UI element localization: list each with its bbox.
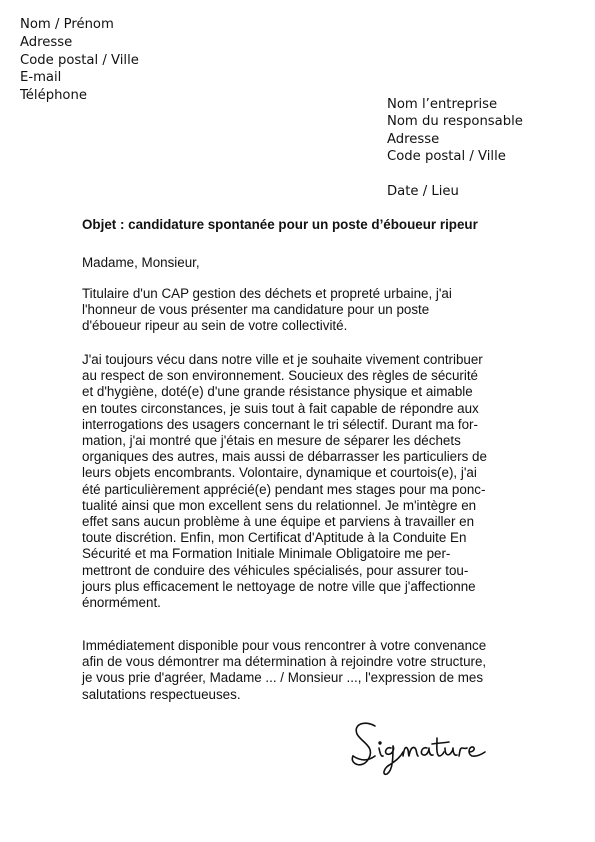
text-line: je vous prie d'agréer, Madame ... / Monsieur ..., l'expression de mes: [82, 670, 484, 686]
text-line: d'éboueur ripeur au sein de votre collectivité.: [82, 318, 348, 334]
text-line: Immédiatement disponible pour vous rencontrer à votre convenance: [82, 638, 487, 653]
recipient-address: Adresse: [387, 131, 440, 147]
text-line: salutations respectueuses.: [82, 686, 241, 702]
text-line: jours plus efficacement le nettoyage de notre ville que j'affectionne: [82, 578, 476, 594]
text-line: Sécurité et ma Formation Initiale Minimale Obligatoire me per-: [82, 546, 451, 562]
text-line: l'honneur de vous présenter ma candidature pour un poste: [82, 302, 430, 318]
paragraph-closing: [82, 638, 486, 703]
date-place: Date / Lieu: [387, 184, 459, 199]
handwritten-signature: [345, 712, 495, 782]
text-line: afin de vous démontrer ma détermination à rejoindre votre structure,: [82, 654, 487, 670]
salutation: Madame, Monsieur,: [82, 255, 200, 270]
text-line: toute discrétion. Enfin, mon Certificat d'Aptitude à la Conduite En: [82, 530, 467, 546]
text-line: tualité ainsi que mon excellent sens du relationnel. Je m'intègre en: [82, 497, 477, 513]
text-line: été particulièrement apprécié(e) pendant mes stages pour ma ponc-: [82, 481, 486, 497]
letter-subject: Objet : candidature spontanée pour un poste d’éboueur ripeur: [82, 217, 478, 232]
text-line: énormément.: [82, 595, 161, 611]
paragraph-intro: [82, 286, 452, 335]
recipient-block: [387, 96, 523, 166]
text-line: effet sans aucun problème à une équipe et parviens à travailler en: [82, 514, 475, 530]
text-line: Titulaire d'un CAP gestion des déchets et propreté urbaine, j'ai: [82, 286, 452, 301]
text-line: organiques des autres, mais aussi de débarrasser les particuliers de: [82, 449, 487, 465]
sender-address: Adresse: [20, 34, 73, 50]
text-line: mettront de conduire des véhicules spécialisés, pour assurer tou-: [82, 562, 469, 578]
sender-email: E-mail: [20, 70, 62, 86]
text-line: en toutes circonstances, je suis tout à fait capable de répondre aux: [82, 400, 479, 416]
text-line: interrogations des usagers concernant le tri sélectif. Durant ma for-: [82, 416, 478, 432]
text-line: mation, j'ai montré que j'étais en mesure de séparer les déchets: [82, 433, 461, 449]
recipient-city: Code postal / Ville: [387, 149, 506, 165]
sender-name: Nom / Prénom: [20, 17, 114, 32]
sender-phone: Téléphone: [20, 88, 87, 104]
recipient-manager: Nom du responsable: [387, 114, 523, 130]
text-line: au respect de son environnement. Soucieux des règles de sécurité: [82, 368, 479, 384]
recipient-company: Nom l’entreprise: [387, 97, 498, 112]
paragraph-body: [82, 352, 487, 611]
text-line: et d'hygiène, doté(e) d'une grande résistance physique et aimable: [82, 384, 473, 400]
text-line: leurs objets encombrants. Volontaire, dynamique et courtois(e), j'ai: [82, 465, 477, 481]
text-line: J'ai toujours vécu dans notre ville et je souhaite vivement contribuer: [82, 352, 483, 367]
sender-block: [20, 16, 139, 105]
sender-city: Code postal / Ville: [20, 52, 139, 68]
